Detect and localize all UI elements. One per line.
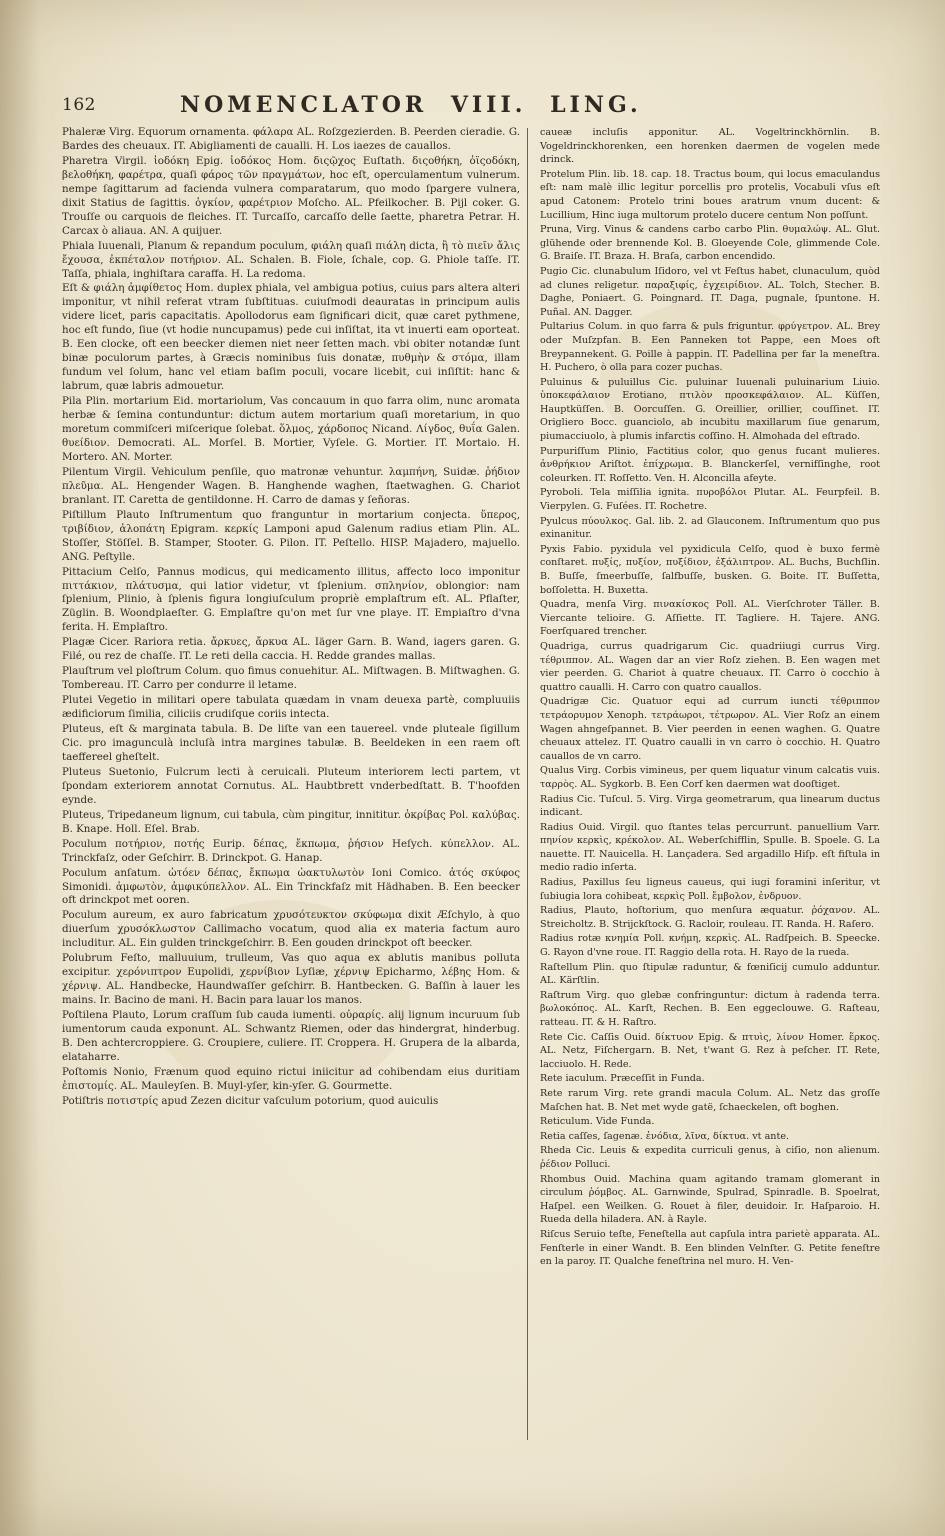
dictionary-entry: Radius rotæ κνημία Poll. κνήμη, κερκὶς. AL. Radſpeich. B. Speecke. G. Rayon d'vne roue. IT. Raggio della rota. H. Rayo de la rueda. (540, 933, 880, 959)
dictionary-entry: Pruna, Virg. Vinus & candens carbo carbo Plin. θυμαλώψ. AL. Glut. glühende oder brennende Kol. B. Gloeyende Cole, glimmende Cole. G. Braiſe. IT. Braza. H. Braſa, carbon encendido. (540, 224, 880, 263)
dictionary-entry: Rete iaculum. Præceſſit in Funda. (540, 1073, 705, 1085)
dictionary-entry: Pilentum Virgil. Vehiculum penſile, quo matronæ vehuntur. λαμπήνη, Suidæ. ῥήδιον πλεῦμα. AL. Hengender Wagen. B. Hanghende waghen, ſtaetwaghen. G. Chariot branlant. IT. Caretta de gentildonne. H. Carro de damas y ſeñoras. (62, 465, 520, 506)
dictionary-entry: Plauſtrum vel ploſtrum Colum. quo fimus conuehitur. AL. Miſtwagen. B. Miſtwaghen. G. Tombereau. IT. Carro per condurre il letame. (62, 665, 520, 692)
dictionary-entry: Qualus Virg. Corbis vimineus, per quem liquatur vinum calcatis vuis. ταρρὸς. AL. Sygkorb. B. Een Corf ken daermen wat dooſtiget. (540, 765, 880, 790)
dictionary-entry: Raſtellum Plin. quo ſtipulæ raduntur, & fœniſicij cumulo adduntur. AL. Kärſtlin. (540, 961, 880, 987)
dictionary-entry: Pugio Cic. clunabulum Iſidoro, vel vt Feſtus habet, clunaculum, quòd ad clunes religetur. παραξιφίς, ἐγχειρίδιον. AL. Tolch, Stecher. B. Daghe, Poniaert. G. Poingnard. IT. Daga, pugnale, ſpuntone. H. Puñal. AN. Dagger. (540, 265, 880, 318)
dictionary-entry: Pyroboli. Tela miſſilia ignita. πυροβόλοι Plutar. AL. Feurpfeil. B. Vierpylen. G. Fuſées. IT. Rochetre. (540, 487, 880, 513)
dictionary-entry: Radius Cic. Tuſcul. 5. Virg. Virga geometrarum, qua linearum ductus indicant. (540, 793, 880, 819)
dictionary-entry: Rheda Cic. Leuis & expedita curriculi genus, à ciſio, non alienum. ῥέδιον Polluci. (540, 1145, 880, 1170)
dictionary-entry: Purpuriſſum Plinio, Factitius color, quo genus fucant mulieres. ἀνθρήκιον Ariſtot. ἐπίχρωμα. B. Blanckerſel, vernifſinghe, root coleurken. IT. Roſſetto. Ven. H. Alconcilla afeyte. (540, 445, 880, 484)
dictionary-entry: Pultarius Colum. in quo farra & puls friguntur. φρύγετρον. AL. Brey oder Muſzpfan. B. Een Panneken tot Pappe, een Moes oft Breypannekent. G. Poille à pappin. IT. Padellina per far la meneſtra. H. Puchero, ò olla para cozer puchas. (540, 321, 880, 374)
dictionary-entry: Rete rarum Virg. rete grandi macula Colum. AL. Netz das groſſe Maſchen hat. B. Net met wyde gatë, ſchaeckelen, oft boghen. (540, 1087, 880, 1113)
dictionary-entry: Reticulum. Vide Funda. (540, 1116, 655, 1128)
right-column (540, 126, 880, 1270)
dictionary-entry: Pyulcus πύουλκος. Gal. lib. 2. ad Glauconem. Inſtrumentum quo pus exinanitur. (540, 515, 880, 541)
running-title: NOMENCLATOR VIII. LING. (180, 92, 642, 118)
dictionary-entry: Radius, Plauto, hoſtorium, quo menſura æquatur. ῥόχανον. AL. Streicholtz. B. Strijckſtock. G. Racloir, rouleau. IT. Randa. H. Raſero. (540, 905, 880, 930)
dictionary-entry: Poſtomis Nonio, Frænum quod equino rictui iniicitur ad cohibendam eius duritiam ἐπιστομίς. AL. Mauleyſen. B. Muyl-yſer, kin-yſer. G. Gourmette. (62, 1065, 520, 1092)
dictionary-entry: caueæ incluſis apponitur. AL. Vogeltrinckhörnlin. B. Vogeldrinckhorenken, een horenken daermen de vogelen mede drinck. (540, 127, 880, 166)
dictionary-entry: Pila Plin. mortarium Eid. mortariolum, Vas concauum in quo farra olim, nunc aromata herbæ & ſemina contunduntur: dictum autem mortarium quaſi moretarium, in quo moretum commiſceri miſcerique ſolebat. ὅλμος, χάρδοπος Nicand. Λίγδος, θυΐα Galen. θυείδιον. Democrati. AL. Morſel. B. Mortier, Vyſele. G. Mortier. IT. Mortaio. H. Mortero. AN. Morter. (62, 395, 520, 463)
left-column (62, 126, 520, 1110)
dictionary-entry: Pluteus, eſt & marginata tabula. B. De liſte van een tauereel. vnde pluteale ſigillum Cic. pro imagunculà incluſà intra margines tabulæ. B. Beeldeken in een raem oft taeffereel gheſtelt. (62, 723, 520, 763)
dictionary-entry: Quadrigæ Cic. Quatuor equi ad currum iuncti τέθριππον τετράορυμον Xenoph. τετράωροι, τέτρωρον. AL. Vier Roſz an einem Wagen ahngeſpannet. B. Vier peerden in eenen waghen. G. Quatre cheuaux attelez. IT. Quatro caualli in vn carro ò cocchio. H. Quatro cauallos de vn carro. (540, 696, 880, 762)
dictionary-entry: Quadriga, currus quadrigarum Cic. quadriiugi currus Virg. τέθριππον. AL. Wagen dar an vier Roſz ziehen. B. Een wagen met vier peerden. G. Chariot à quatre cheuaux. IT. Carro ò cocchio à quattro caualli. H. Carro con quatro cauallos. (540, 640, 880, 693)
dictionary-entry: Protelum Plin. lib. 18. cap. 18. Tractus boum, qui locus emaculandus eſt: nam malè illic legitur porcellis pro protelis, Vocabuli vſus eſt apud Catonem: Protelo trini boues aratrum vnum ducent: & Lucillium, Hinc iuga multorum protelo ducere centum Non poſſunt. (540, 168, 880, 221)
dictionary-entry: Pharetra Virgil. ἰοδόκη Epig. ἰοδόκος Hom. διςῷχος Euſtath. διςοθήκη, ὀϊςοδόκη, βελοθήκη, φαρέτρα, quaſi φάρος τῶν πραγμάτων, hoc eſt, operculamentum vulnerum. nempe ſagittarum ad facienda vulnera comparatarum, quo modo ſpargere vulnera, dixit Statius de ſagittis. ὀγκίον, φαρέτριον Moſcho. AL. Pfeilkocher. B. Pijl coker. G. Trouſſe ou carquois de fleiches. IT. Turcaſſo, carcaſſo delle ſaette, pharetra Petrar. H. Carcax ò aliaua. AN. A quijuer. (62, 154, 520, 237)
dictionary-entry: Pluteus, Tripedaneum lignum, cui tabula, cùm pingitur, innititur. ὀκρίβας Pol. καλύβας. B. Knape. Holl. Eſel. Brab. (62, 808, 520, 835)
column-divider (527, 128, 528, 1440)
dictionary-entry: Quadra, menſa Virg. πινακίσκος Poll. AL. Vierſchroter Täller. B. Viercante telioire. G. Aſſiette. IT. Tagliere. H. Tajere. ANG. Foerſquared trencher. (540, 599, 880, 638)
dictionary-entry: Pluteus Suetonio, Fulcrum lecti à ceruicali. Pluteum interiorem lecti partem, vt ſpondam exteriorem annotat Cornutus. AL. Haubtbrett vnderbedſtatt. B. T'hoofden eynde. (62, 765, 520, 806)
dictionary-entry: Poculum aureum, ex auro fabricatum χρυσότευκτον σκύφωμα dixit Æſchylo, à quo diuerſum χρυσόκλωστον Callimacho vocatum, quod alia ex materia factum auro includitur. AL. Ein gulden trinckgeſchirr. B. Een gouden drinckpot oft beecker. (62, 909, 520, 950)
dictionary-entry: Phaleræ Virg. Equorum ornamenta. φάλαρα AL. Roſzgezierden. B. Peerden cieradie. G. Bardes des cheuaux. IT. Abigliamenti de caualli. H. Los iaezes de cauallos. (62, 126, 520, 152)
page-binding-shadow (0, 0, 40, 1536)
dictionary-entry: Polubrum Feſto, malluuium, trulleum, Vas quo aqua ex ablutis manibus polluta excipitur. χερόνιπτρον Eupolidi, χερνίβιον Lyſiæ, χέρνιψ Epicharmo, λέβης Hom. & χέρνιψ. AL. Handbecke, Haundwaſſer geſchirr. B. Hantbecken. G. Baſſin à lauer les mains. Ir. Bacino de mani. H. Bacin para lauar los manos. (62, 952, 520, 1007)
dictionary-entry: Rete Cic. Caſſis Ouid. δίκτυον Epig. & πτυὶς, λίνον Homer. ἕρκος. AL. Netz, Fiſchergarn. B. Net, t'want G. Rez à peſcher. IT. Rete, lacciuolo. H. Rede. (540, 1031, 880, 1070)
dictionary-entry: Potiſtris ποτιστρίς apud Zezen dicitur vaſculum potorium, quod auiculis (62, 1094, 439, 1107)
dictionary-entry: Poſtilena Plauto, Lorum craſſum ſub cauda iumenti. οὐραρίς. alij lignum incuruum ſub iumentorum cauda exponunt. AL. Schwantz Riemen, oder das hindergrat, hinderbug. B. Den achtercroppiere. G. Croupiere, culiere. IT. Croppera. H. Grupera de la albarda, elataharre. (62, 1009, 520, 1063)
dictionary-entry: Phiala Iuuenali, Planum & repandum poculum, φιάλη quaſi πιάλη dicta, ἢ τὸ πιεῖν ἄλις ἔχουσα, ἐκπέταλον ποτήριον. AL. Schalen. B. Fiole, ſchale, cop. G. Phiole taſſe. IT. Taſſa, phiala, inghiſtara caraffa. H. La redoma. (62, 239, 520, 280)
dictionary-entry: Plagæ Cicer. Rariora retia. ἄρκυες, ἄρκυα AL. Iäger Garn. B. Wand, iagers garen. G. Filé, ou rez de chaſſe. IT. Le reti della caccia. H. Redde grandes mallas. (62, 636, 520, 663)
dictionary-entry: Puluinus & puluillus Cic. puluinar Iuuenali puluinarium Liuio. ὑποκεφάλαιον Erotiano, πτιλὸν προσκεφάλαιον. AL. Küſſen, Hauptküſſen. B. Oorcuſſen. G. Oreillier, orillier, couſſinet. IT. Origliero Bocc. guanciolo, ab incubitu maxillarum ſiue genarum, piumacciuolo, à plumis infarctis coſſino. H. Almohada del eſtrado. (540, 376, 880, 443)
dictionary-entry: Pittacium Celſo, Pannus modicus, qui medicamento illitus, affecto loco imponitur πιττάκιον, πλάτυσμα, qui latior videtur, vt ſplenium. σπληνίον, oblongior: nam ſplenium, Plinio, à ſplenis figura longiuſculum propriè emplaſtrum eſt. AL. Pflaſter, Züglin. B. Woondplaeſter. G. Emplaſtre qu'on met ſur vne playe. IT. Empiaſtro d'vna ferita. H. Emplaſtro. (62, 565, 520, 634)
dictionary-entry: Poculum anſatum. ὠτόεν δέπας, ἔκπωμα ὠακτυλωτὸν Ioni Comico. ἀτός σκύφος Simonidi. ἀμφωτὸν, ἀμφικύπελλον. AL. Ein Trinckfaſz mit Hädhaben. B. Een beecker oft drinckpot met ooren. (62, 866, 520, 907)
dictionary-entry: Piſtillum Plauto Inſtrumentum quo franguntur in mortarium conjecta. ὕπερος, τριβίδιον, ἀλοπάτη Epigram. κερκίς Lamponi apud Galenum radius etiam Plin. AL. Stoſſer, Stöſſel. B. Stamper, Stooter. G. Pilon. IT. Peſtello. HISP. Majadero, majuello. ANG. Peſtylle. (62, 508, 520, 563)
dictionary-entry: Radius Ouid. Virgil. quo ſtantes telas percurrunt. panuellium Varr. πηνίον κερκὶς, κρέκολον. AL. Weberſchifflin, Spulle. B. Spoele. G. La nauette. IT. Nauicella. H. Lançadera. Sed argadillo Hiſp. eſt fiſtula in medio radio inſerta. (540, 821, 880, 874)
dictionary-entry: Plutei Vegetio in militari opere tabulata quædam in vnam deuexa partè, compluuiis ædificiorum ſimilia, ciliciis crudiſque coriis intecta. (62, 694, 520, 721)
page-number: 162 (62, 95, 96, 115)
dictionary-entry: Pyxis Fabio. pyxidula vel pyxidicula Celſo, quod è buxo fermè conſtaret. πυξίς, πυξίον, πυξίδιον, ἐξάλιπτρον. AL. Buchs, Buchſlin. B. Buſſe, ſmeerbuſſe, ſalfbuſſe, busken. G. Boite. IT. Buſſetta, boſſoletta. H. Buxetta. (540, 543, 880, 596)
dictionary-entry: Eſt & φιάλη ἀμφίθετος Hom. duplex phiala, vel ambigua potius, cuius pars altera alteri imponitur, vt nihil referat vtram ſubſtituas. cuiuſmodi deauratas in principum aulis videre licet, paris capacitatis. Apollodorus eam ſignificari dicit, quæ caret pythmene, hoc eſt fundo, ſiue (vt hodie nuncupamus) pede cui inſiſtat, ita vt inuerti eam oporteat. B. Een clocke, oft een beecker diemen niet neer ſetten mach. vbi obiter notandæ ſunt binæ poculorum partes, à Græcis nominibus ſuis donatæ, πυθμὴν & στόμα, illam fundum vel ſolum, hanc vel etiam baſim poculi, vocare licebit, cui inſiſtit: hanc & labrum, quæ labris admouetur. (62, 282, 520, 393)
dictionary-entry: Riſcus Seruio teſte, Feneſtella aut capſula intra parietè apparata. AL. Fenſterle in einer Wandt. B. Een blinden Velnſter. G. Petite feneſtre en la paroy. IT. Qualche feneſtrina nel muro. H. Ven- (540, 1228, 880, 1268)
dictionary-entry: Raſtrum Virg. quo glebæ confringuntur: dictum à radenda terra. βωλοκόπος. AL. Karſt, Rechen. B. Een eggeclouwe. G. Raſteau, ratteau. IT. & H. Raſtro. (540, 989, 880, 1028)
dictionary-entry: Poculum ποτήριον, ποτής Eurip. δέπας, ἔκπωμα, ῥήσιον Heſych. κύπελλον. AL. Trinckfaſz, oder Geſchirr. B. Drinckpot. G. Hanap. (62, 837, 520, 864)
dictionary-entry: Rhombus Ouid. Machina quam agitando tramam glomerant in circulum ῥόμβος. AL. Garnwinde, Spulrad, Spinradle. B. Spoelrat, Haſpel. een Weilken. G. Rouet à filer, deuidoir. Ir. Haſparoio. H. Rueda della hiladera. AN. à Rayle. (540, 1173, 880, 1226)
dictionary-entry: Retia caſſes, ſagenæ. ἐνόδια, λῖνα, δίκτυα. vt ante. (540, 1130, 790, 1142)
dictionary-entry: Radius, Paxillus ſeu ligneus caueus, qui iugi foramini inſeritur, vt ſubiugia lora cohibeat, κερκὶς Poll. ἔμβολον, ἐνδρυον. (540, 877, 880, 902)
